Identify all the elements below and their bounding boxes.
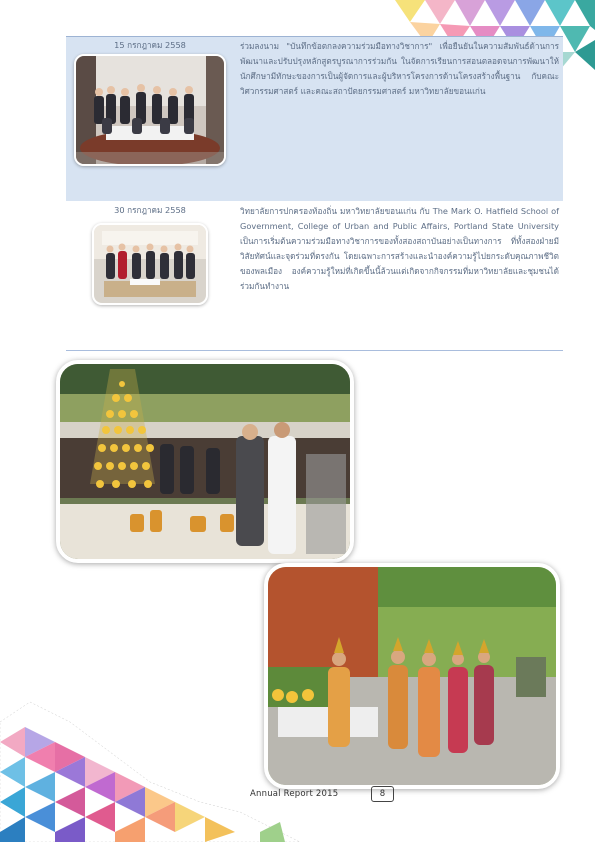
page-number: 8	[371, 786, 394, 802]
ceremony-photo	[56, 360, 354, 563]
section-divider	[66, 350, 563, 351]
activity-date-cell	[66, 36, 234, 201]
activity-date-cell	[66, 201, 234, 349]
dance-performance-photo	[264, 563, 560, 789]
activity-date: 30 กรกฎาคม 2558	[114, 205, 186, 215]
mou-signing-photo	[74, 54, 226, 166]
activity-row	[66, 36, 563, 201]
activity-row	[66, 201, 563, 349]
activity-description: ร่วมลงนาม "บันทึกข้อตกลงความร่วมมือทางวิชาการ" เพื่อยืนยันในความสัมพันธ์ด้านการพัฒนาและปรับปรุงหลักสูตรบูรณาการร่วมกัน ในจัดการเรียนการสอนตลอดจนการพัฒนาให้นักศึกษามีทักษะของการเป็นผู้จัดการและผู้บริหารโครงการด้านโครงสร้างพื้นฐาน กับคณะวิศวกรรมศาสตร์ และคณะสถาปัตยกรรมศาสตร์ มหาวิทยาลัยขอนแก่น	[240, 41, 559, 96]
partnership-photo	[92, 223, 208, 305]
footer-report-label: Annual Report 2015	[250, 789, 339, 799]
decorative-corner-bottom-left	[0, 682, 300, 842]
activity-table	[66, 36, 563, 349]
activity-date: 15 กรกฎาคม 2558	[114, 40, 186, 50]
activity-description: วิทยาลัยการปกครองท้องถิ่น มหาวิทยาลัยขอนแก่น กับ The Mark O. Hatfield School of Government, College of Urban and Public Affairs, Portland State University เป็นการเริ่มต้นความร่วมมือทางวิชาการของทั้งสองสถาบันอย่างเป็นทางการ ที่ทั้งสองฝ่ายมีวิสัยทัศน์และจุดร่วมที่ตรงกัน โดยเฉพาะการสร้างและนำองค์ความรู้ไปยกระดับคุณภาพชีวิตของพลเมือง องค์ความรู้ใหม่ที่เกิดขึ้นนี้ล้วนแต่เกิดจากกิจกรรมที่มหาวิทยาลัยและชุมชนได้ร่วมกันทำงาน	[240, 206, 559, 291]
